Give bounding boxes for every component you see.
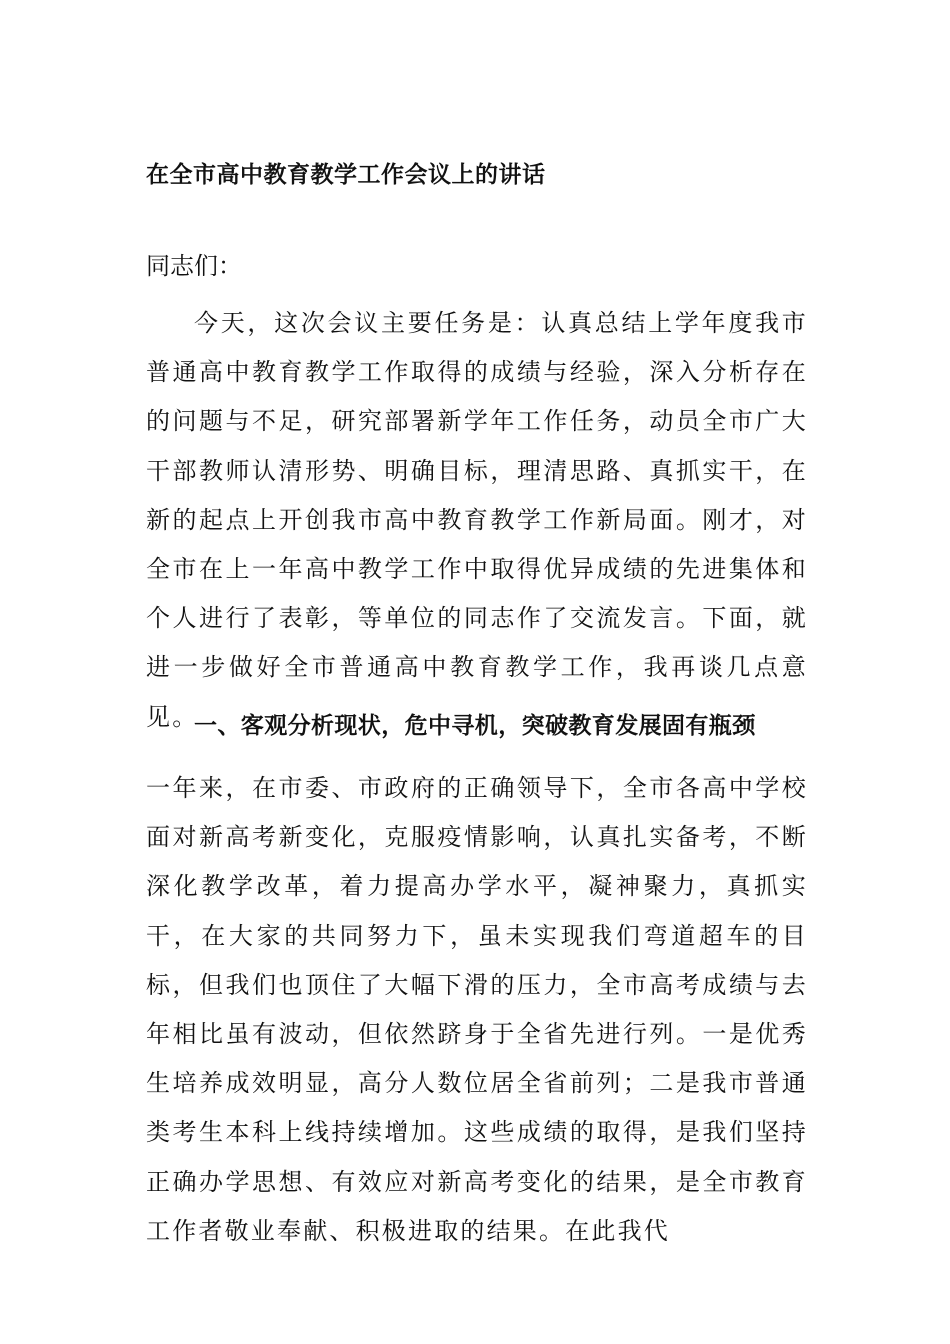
section-heading: 一、客观分析现状，危中寻机，突破教育发展固有瓶颈 — [194, 713, 756, 739]
section-paragraph: 一年来，在市委、市政府的正确领导下，全市各高中学校面对新高考新变化，克服疫情影响，认真扎实备考，不断深化教学改革，着力提高办学水平，凝神聚力，真抓实干，在大家的共同努力下，虽未实现我们弯道超车的目标，但我们也顶住了大幅下滑的压力，全市高考成绩与去年相比虽有波动，但依然跻身于全省先进行列。一是优秀生培养成效明显，高分人数位居全省前列；二是我市普通类考生本科上线持续增加。这些成绩的取得，是我们坚持正确办学思想、有效应对新高考变化的结果，是全市教育工作者敬业奉献、积极进取的结果。在此我代 — [146, 774, 808, 1245]
document-title: 在全市高中教育教学工作会议上的讲话 — [146, 162, 546, 188]
salutation: 同志们： — [146, 252, 242, 280]
intro-paragraph: 今天，这次会议主要任务是：认真总结上学年度我市普通高中教育教学工作取得的成绩与经验，深入分析存在的问题与不足，研究部署新学年工作任务，动员全市广大干部教师认清形势、明确目标，理清思路、真抓实干，在新的起点上开创我市高中教育教学工作新局面。刚才，对全市在上一年高中教学工作中取得优异成绩的先进集体和个人进行了表彰，等单位的同志作了交流发言。下面，就进一步做好全市普通高中教育教学工作，我再谈几点意见。 — [146, 309, 808, 731]
